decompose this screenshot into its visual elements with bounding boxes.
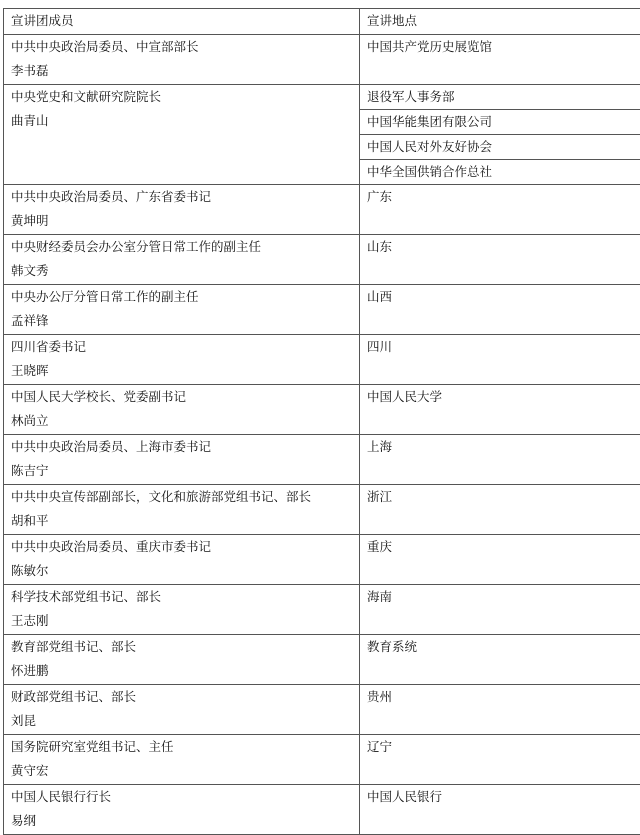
location-cell: 山西 xyxy=(360,284,640,334)
member-cell xyxy=(4,334,360,384)
member-name: 刘昆 xyxy=(11,709,352,734)
member-cell xyxy=(4,184,360,234)
member-cell xyxy=(4,234,360,284)
table-row xyxy=(4,684,640,734)
member-cell xyxy=(4,384,360,434)
member-title: 中共中央政治局委员、上海市委书记 xyxy=(11,435,352,460)
table-row xyxy=(4,384,640,434)
location-cell: 中华全国供销合作总社 xyxy=(360,159,640,184)
table-row xyxy=(4,534,640,584)
member-cell xyxy=(4,34,360,84)
table-row xyxy=(4,234,640,284)
location-cell: 贵州 xyxy=(360,684,640,734)
member-title: 中共中央政治局委员、广东省委书记 xyxy=(11,185,352,210)
table-row xyxy=(4,34,640,84)
table-row xyxy=(4,634,640,684)
table-row xyxy=(4,184,640,234)
member-name: 陈敏尔 xyxy=(11,559,352,584)
table-row xyxy=(4,84,640,109)
member-name: 王晓晖 xyxy=(11,359,352,384)
member-name: 黄坤明 xyxy=(11,209,352,234)
location-cell: 辽宁 xyxy=(360,734,640,784)
speaker-table-body xyxy=(4,9,640,835)
member-name: 李书磊 xyxy=(11,59,352,84)
member-cell xyxy=(4,784,360,834)
table-row xyxy=(4,284,640,334)
header-row xyxy=(4,9,640,35)
member-name: 陈吉宁 xyxy=(11,459,352,484)
table-row xyxy=(4,584,640,634)
table-row xyxy=(4,434,640,484)
member-title: 中国人民大学校长、党委副书记 xyxy=(11,385,352,410)
location-cell: 上海 xyxy=(360,434,640,484)
member-title: 中共中央政治局委员、中宣部部长 xyxy=(11,35,352,60)
location-cell: 浙江 xyxy=(360,484,640,534)
location-cell: 中国人民对外友好协会 xyxy=(360,134,640,159)
member-title: 中国人民银行行长 xyxy=(11,785,352,810)
member-name: 易纲 xyxy=(11,809,352,834)
member-name: 孟祥锋 xyxy=(11,309,352,334)
location-cell: 退役军人事务部 xyxy=(360,84,640,109)
member-cell xyxy=(4,584,360,634)
location-cell: 广东 xyxy=(360,184,640,234)
location-cell: 四川 xyxy=(360,334,640,384)
location-cell: 重庆 xyxy=(360,534,640,584)
speaker-table-container xyxy=(3,8,636,835)
member-title: 中共中央宣传部副部长，文化和旅游部党组书记、部长 xyxy=(11,485,352,510)
location-cell: 中国人民大学 xyxy=(360,384,640,434)
table-row xyxy=(4,334,640,384)
member-cell xyxy=(4,634,360,684)
member-cell xyxy=(4,534,360,584)
table-row xyxy=(4,734,640,784)
location-cell: 中国人民银行 xyxy=(360,784,640,834)
member-title: 教育部党组书记、部长 xyxy=(11,635,352,660)
location-cell: 中国共产党历史展览馆 xyxy=(360,34,640,84)
member-cell xyxy=(4,434,360,484)
location-cell: 海南 xyxy=(360,584,640,634)
member-name: 曲青山 xyxy=(11,109,352,134)
member-title: 国务院研究室党组书记、主任 xyxy=(11,735,352,760)
table-row xyxy=(4,484,640,534)
speaker-table xyxy=(3,8,640,835)
header-location: 宣讲地点 xyxy=(360,9,640,35)
member-title: 中央办公厅分管日常工作的副主任 xyxy=(11,285,352,310)
member-cell xyxy=(4,734,360,784)
member-name: 黄守宏 xyxy=(11,759,352,784)
member-name: 王志刚 xyxy=(11,609,352,634)
member-title: 中央财经委员会办公室分管日常工作的副主任 xyxy=(11,235,352,260)
member-name: 怀进鹏 xyxy=(11,659,352,684)
member-cell xyxy=(4,484,360,534)
member-name: 韩文秀 xyxy=(11,259,352,284)
member-title: 中央党史和文献研究院院长 xyxy=(11,85,352,110)
header-member: 宣讲团成员 xyxy=(4,9,360,35)
member-title: 财政部党组书记、部长 xyxy=(11,685,352,710)
member-title: 中共中央政治局委员、重庆市委书记 xyxy=(11,535,352,560)
table-row xyxy=(4,784,640,834)
member-title: 四川省委书记 xyxy=(11,335,352,360)
member-cell xyxy=(4,84,360,184)
member-cell xyxy=(4,284,360,334)
member-title: 科学技术部党组书记、部长 xyxy=(11,585,352,610)
location-cell: 山东 xyxy=(360,234,640,284)
member-name: 林尚立 xyxy=(11,409,352,434)
location-cell: 教育系统 xyxy=(360,634,640,684)
member-name: 胡和平 xyxy=(11,509,352,534)
member-cell xyxy=(4,684,360,734)
location-cell: 中国华能集团有限公司 xyxy=(360,109,640,134)
